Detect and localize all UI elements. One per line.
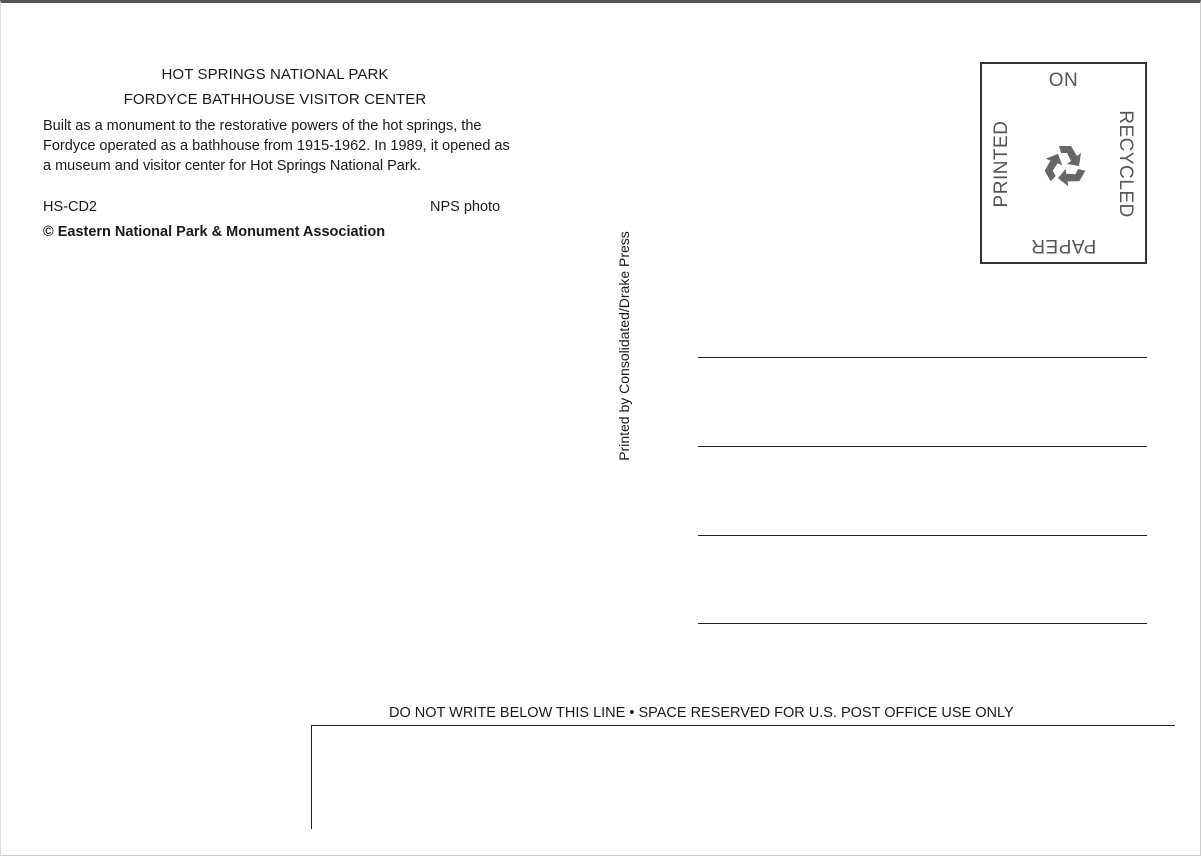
- stamp-word-paper: PAPER: [1030, 235, 1097, 256]
- copyright-notice: © Eastern National Park & Monument Association: [43, 224, 386, 240]
- address-line-4[interactable]: [698, 623, 1147, 624]
- description-text: Built as a monument to the restorative powers of the hot springs, the Fordyce operated as a bathhouse from 1915-1962. In 1989, it opened as a museum and visitor center for Hot Springs National Park.: [43, 118, 510, 174]
- address-line-1[interactable]: [698, 357, 1147, 358]
- reserved-area-left-border: [311, 725, 312, 829]
- recycle-icon: [1037, 136, 1093, 192]
- address-line-2[interactable]: [698, 446, 1147, 447]
- postal-notice: DO NOT WRITE BELOW THIS LINE • SPACE RESERVED FOR U.S. POST OFFICE USE ONLY: [389, 705, 1014, 721]
- card-code: HS-CD2: [43, 199, 97, 215]
- printer-credit: Printed by Consolidated/Drake Press: [616, 231, 632, 461]
- location-title: FORDYCE BATHHOUSE VISITOR CENTER: [123, 91, 427, 108]
- stamp-word-recycled: RECYCLED: [1115, 110, 1136, 218]
- stamp-box: [980, 62, 1147, 264]
- stamp-word-printed: PRINTED: [991, 120, 1012, 208]
- stamp-word-on: ON: [1048, 70, 1079, 91]
- reserved-area-top-border: [311, 725, 1175, 726]
- address-line-3[interactable]: [698, 535, 1147, 536]
- park-title: HOT SPRINGS NATIONAL PARK: [161, 66, 389, 83]
- photo-credit: NPS photo: [430, 199, 501, 215]
